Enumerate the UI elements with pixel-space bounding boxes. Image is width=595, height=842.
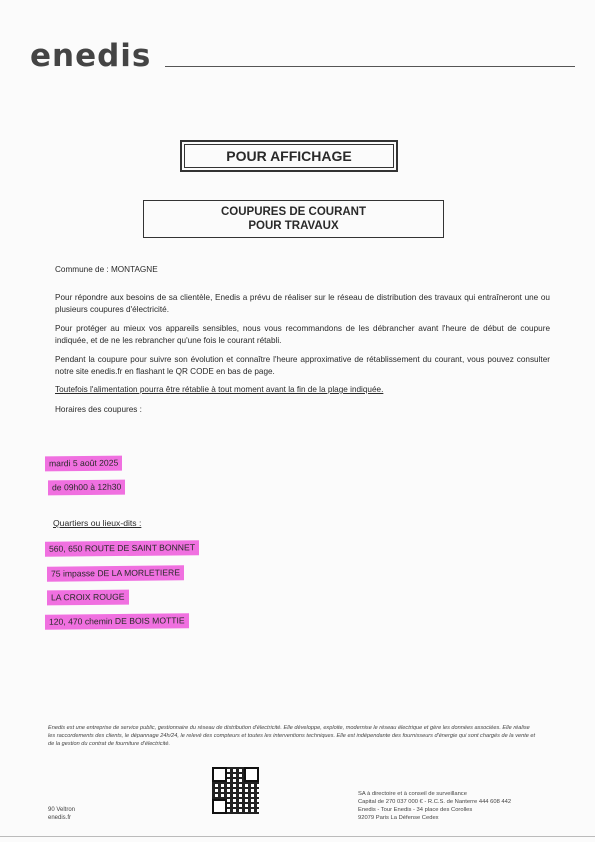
subtitle-line2: POUR TRAVAUX (248, 220, 339, 232)
location-item: 75 impasse DE LA MORLETIERE (47, 565, 184, 581)
outage-date: mardi 5 août 2025 (45, 456, 122, 472)
location-item: 560, 650 ROUTE DE SAINT BONNET (45, 540, 199, 557)
paragraph-qr-info: Pendant la coupure pour suivre son évolution et connaître l'heure approximative de rétablissement du courant, vous pouvez consulter notre site enedis.fr en flashant le QR CODE en bas de page. (55, 355, 550, 376)
corporate-info (358, 790, 511, 822)
paragraph-protection: Pour protéger au mieux vos appareils sensibles, nous vous recommandons de les débrancher avant l'heure de début de coupure indiquée, et de ne les rebrancher qu'une fois le courant rétabli. (55, 324, 550, 345)
outage-time: de 09h00 à 12h30 (48, 480, 125, 496)
footer-address (48, 806, 75, 822)
location-item: LA CROIX ROUGE (47, 590, 129, 606)
title-text: POUR AFFICHAGE (226, 148, 352, 164)
paragraph-intro: Pour répondre aux besoins de sa clientèle, Enedis a prévu de réaliser sur le réseau de distribution des travaux qui entraîneront une ou plusieurs coupures d'électricité. (55, 293, 550, 314)
corporate-line: Enedis - Tour Enedis - 34 place des Corolles (358, 807, 473, 813)
footer-divider (0, 836, 595, 837)
paragraph-warning: Toutefois l'alimentation pourra être rétablie à tout moment avant la fin de la plage indiquée. (55, 385, 384, 394)
website-link[interactable]: enedis.fr (48, 815, 72, 821)
corporate-line: 92079 Paris La Défense Cedex (358, 815, 439, 821)
address-line: 90 Veltron (48, 807, 76, 813)
subtitle-line1: COUPURES DE COURANT (220, 206, 367, 218)
header-divider (165, 66, 575, 67)
qr-code-icon (212, 767, 259, 814)
coupures-subtitle (143, 200, 444, 238)
corporate-line: SA à directoire et à conseil de surveillance (358, 791, 467, 797)
corporate-line: Capital de 270 037 000 € - R.C.S. de Nanterre 444 608 442 (358, 799, 512, 805)
horaires-label: Horaires des coupures : (55, 405, 142, 414)
commune-label: Commune de : MONTAGNE (55, 265, 158, 274)
legal-notice: Enedis est une entreprise de service public, gestionnaire du réseau de distribution d'électricité. Elle développe, exploite, modernise le réseau électrique et gère les données associées. Elle réalise les raccordements des clients, le dépannage 24h/24, le relevé des compteurs et toutes les interventions techniques. Elle est indépendante des fournisseurs d'énergie qui sont chargés de la vente et de la gestion du contrat de fourniture d'électricité. (48, 725, 536, 747)
quartiers-label: Quartiers ou lieux-dits : (53, 518, 142, 528)
pour-affichage-title (180, 140, 398, 172)
enedis-logo: enedis (30, 38, 152, 74)
location-item: 120, 470 chemin DE BOIS MOTTIE (45, 613, 189, 630)
